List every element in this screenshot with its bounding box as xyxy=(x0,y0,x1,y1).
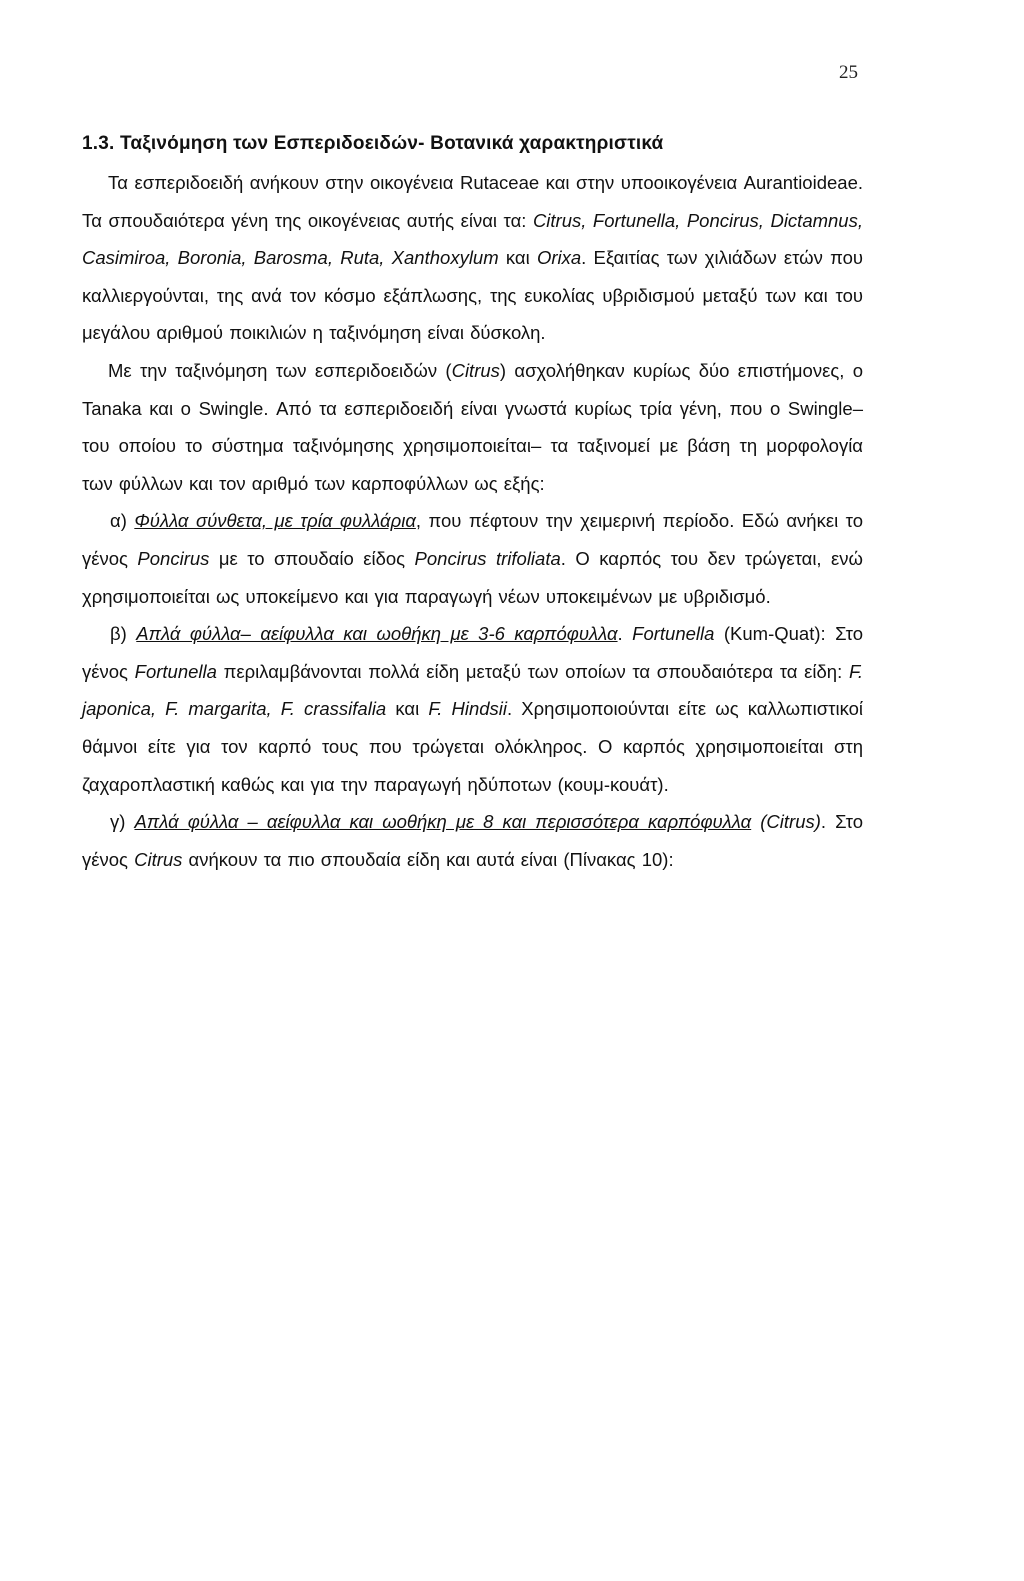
text-run: . Στο γένος xyxy=(82,811,864,870)
species-hindsii: F. Hindsii xyxy=(428,698,508,720)
genus-citrus: Citrus xyxy=(134,848,183,870)
item-heading: Απλά φύλλα– αείφυλλα και ωοθήκη με 3-6 καρπόφυλλα xyxy=(136,623,618,645)
text-run: , που πέφτουν την χειμερινή περίοδο. Εδώ ανήκει το γένος xyxy=(82,510,863,569)
genus-fortunella: Fortunella xyxy=(632,623,715,645)
text-run: και xyxy=(498,247,537,269)
item-heading: Απλά φύλλα – αείφυλλα και ωοθήκη με 8 και περισσότερα καρπόφυλλα xyxy=(134,811,752,833)
page-number: 25 xyxy=(839,62,858,83)
fortunella-species-list: F. japonica, F. margarita, F. crassifalia xyxy=(82,660,863,720)
genus-fortunella: Fortunella xyxy=(134,660,217,682)
text-run: . Ο καρπός του δεν τρώγεται, ενώ χρησιμοποιείται ως υποκείμενο και για παραγωγή νέων υποκειμένων με υβριδισμό. xyxy=(82,547,863,607)
paragraph-item-alpha xyxy=(82,502,863,615)
genus-poncirus: Poncirus xyxy=(137,547,210,569)
paragraph-item-gamma xyxy=(82,803,863,878)
paragraph-item-beta xyxy=(82,615,863,803)
text-run: ) ασχολήθηκαν κυρίως δύο επιστήμονες, ο Tanaka και ο Swingle. Από τα εσπεριδοειδή είναι γνωστά κυρίως τρία γένη, που ο Swingle– του οποίου το σύστημα ταξινόμησης χρησιμοποιείται– τα ταξινομεί με βάση τη μορφολογία των φύλλων και τον αριθμό των καρποφύλλων ως εξής: xyxy=(82,359,863,494)
genera-list: Citrus, Fortunella, Poncirus, Dictamnus, Casimiroa, Boronia, Barosma, Ruta, Xanthoxylum xyxy=(82,209,863,269)
text-run: . Εξαιτίας των χιλιάδων ετών που καλλιεργούνται, της ανά τον κόσμο εξάπλωσης, της ευκολίας υβριδισμού μεταξύ των και του μεγάλου αριθμού ποικιλιών η ταξινόμηση είναι δύσκολη. xyxy=(82,247,864,344)
text-run: Με την ταξινόμηση των εσπεριδοειδών ( xyxy=(108,359,452,381)
paragraph-swingle-system xyxy=(82,352,863,502)
text-run: (Kum-Quat): Στο γένος xyxy=(82,623,863,682)
text-run: περιλαμβάνονται πολλά είδη μεταξύ των οποίων τα σπουδαιότερα τα είδη: xyxy=(216,660,849,682)
page-content xyxy=(82,128,863,878)
text-run: με το σπουδαίο είδος xyxy=(209,547,415,569)
text-run: Τα εσπεριδοειδή ανήκουν στην οικογένεια Rutaceae και στην υποοικογένεια Aurantioideae. Τα σπουδαιότερα γένη της οικογένειας αυτής είναι τα: xyxy=(82,172,863,231)
item-label: α) xyxy=(110,510,135,532)
paragraph-classification-intro xyxy=(82,164,863,352)
item-heading: Φύλλα σύνθετα, με τρία φυλλάρια xyxy=(134,510,416,532)
text-run: και xyxy=(386,698,429,720)
genus-citrus-paren: (Citrus) xyxy=(751,811,821,833)
item-label: γ) xyxy=(110,811,135,833)
genus-orixa: Orixa xyxy=(536,247,582,269)
item-label: β) xyxy=(110,623,137,645)
text-run: ανήκουν τα πιο σπουδαία είδη και αυτά είναι (Πίνακας 10): xyxy=(182,848,674,870)
genus-citrus: Citrus xyxy=(451,359,500,381)
text-run: . xyxy=(617,623,633,645)
species-poncirus-trifoliata: Poncirus trifoliata xyxy=(414,547,561,569)
text-run: . Χρησιμοποιούνται είτε ως καλλωπιστικοί θάμνοι είτε για τον καρπό τους που τρώγεται ολόκληρος. Ο καρπός χρησιμοποιείται στη ζαχαροπλαστική καθώς και για την παραγωγή ηδύποτων (κουμ-κουάτ). xyxy=(82,698,863,795)
section-heading: 1.3. Ταξινόμηση των Εσπεριδοειδών- Βοτανικά χαρακτηριστικά xyxy=(82,133,664,154)
